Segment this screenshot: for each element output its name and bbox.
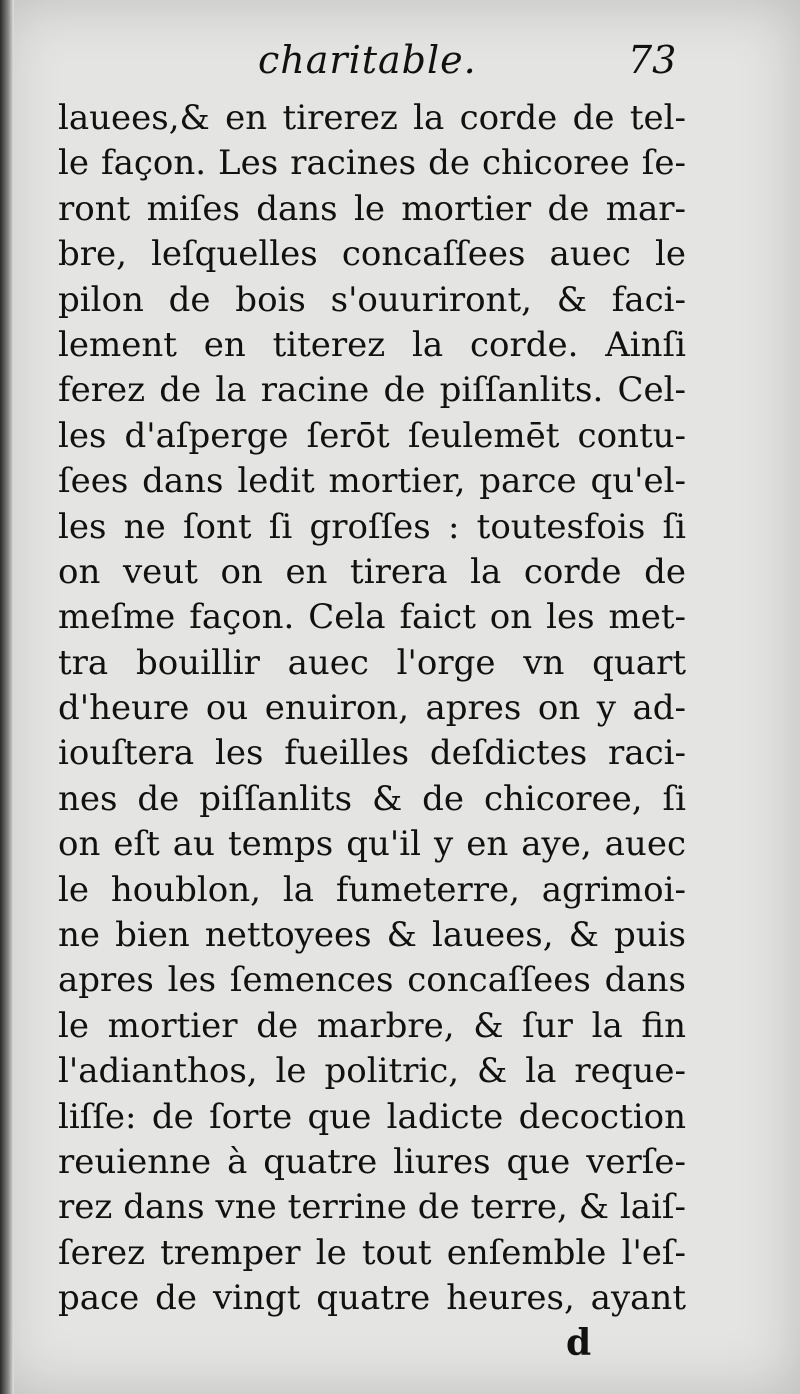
text-line: tra bouillir auec l'orge vn quart	[58, 642, 686, 683]
text-line: pilon de bois s'ouuriront, & faci-	[58, 279, 686, 320]
text-line: l'adianthos, le politric, & la reque-	[58, 1051, 686, 1092]
text-line: apres les ſemences concaſſees dans	[58, 960, 686, 1001]
text-line: le mortier de marbre, & ſur la fin	[58, 1005, 686, 1046]
text-line: liſſe: de ſorte que ladicte decoction	[58, 1096, 686, 1137]
text-line: iouſtera les fueilles deſdictes raci-	[58, 733, 686, 774]
text-line: pace de vingt quatre heures, ayant	[58, 1278, 686, 1319]
body-text	[58, 96, 686, 1322]
text-line: bre, leſquelles concaſſees auec le	[58, 234, 686, 275]
text-line: ront miſes dans le mortier de mar-	[58, 188, 686, 229]
text-line: ne bien nettoyees & lauees, & puis	[58, 915, 686, 956]
page-gutter-shadow	[0, 0, 14, 1394]
text-line: lauees,& en tirerez la corde de tel-	[58, 98, 686, 138]
text-line: meſme façon. Cela faict on les met-	[58, 597, 686, 638]
text-line: on eſt au temps qu'il y en aye, auec	[58, 824, 686, 865]
text-line: les d'aſperge ſerōt ſeulemēt contu-	[58, 415, 686, 456]
text-line: ſees dans ledit mortier, parce qu'el-	[58, 461, 686, 502]
signature-mark: d	[566, 1322, 592, 1364]
text-line: ſerez tremper le tout enſemble l'eſ-	[58, 1232, 686, 1273]
text-line: le houblon, la fumeterre, agrimoi-	[58, 869, 686, 910]
text-line: d'heure ou enuiron, apres on y ad-	[58, 688, 686, 729]
text-line: nes de piſſanlits & de chicoree, ſi	[58, 778, 686, 819]
text-line: reuienne à quatre liures que verſe-	[58, 1141, 686, 1182]
text-line: lement en titerez la corde. Ainſi	[58, 324, 686, 365]
text-line: on veut on en tirera la corde de	[58, 551, 686, 592]
running-title: charitable.	[258, 38, 477, 82]
text-line: le façon. Les racines de chicoree ſe-	[58, 143, 686, 184]
text-line: ferez de la racine de piſſanlits. Cel-	[58, 370, 686, 411]
text-line: rez dans vne terrine de terre, & laiſ-	[58, 1187, 686, 1228]
page-number: 73	[628, 38, 677, 82]
text-line: les ne ſont ſi groſſes : toutesfois ſi	[58, 506, 686, 547]
